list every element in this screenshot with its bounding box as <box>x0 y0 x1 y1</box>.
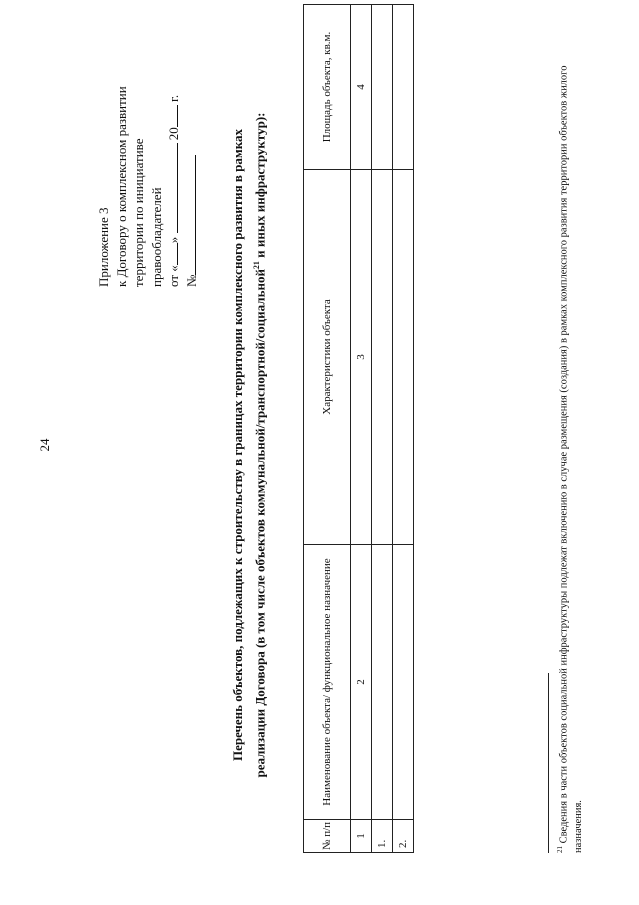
title-line-1: Перечень объектов, подлежащих к строительству в границах территории комплексного развития в рамках <box>230 128 245 762</box>
appendix-header <box>95 37 200 287</box>
table-cell <box>372 170 393 545</box>
column-header-number: № п/п <box>304 820 351 853</box>
table-cell <box>393 5 414 170</box>
footnote-text: Сведения в части объектов социальной инфраструктуры подлежат включению в случае размещения (создания) в рамках комплексного развития территории объектов жилого назначения. <box>558 65 584 853</box>
day-blank <box>165 243 178 265</box>
column-index-row <box>351 5 372 853</box>
table-cell <box>393 545 414 820</box>
appendix-date-line <box>165 37 183 287</box>
title-line-2 <box>247 25 269 865</box>
column-index: 3 <box>351 170 372 545</box>
date-prefix: от « <box>166 265 181 287</box>
footnote <box>553 53 586 853</box>
date-mid: » <box>166 236 181 244</box>
appendix-initiative: территории по инициативе <box>131 138 146 287</box>
row-number: 1. <box>372 820 393 853</box>
title-line-2-start: реализации Договора (в том числе объектов коммунальной/транспортной/социальной <box>252 269 268 778</box>
footnote-marker: 21 <box>556 846 564 853</box>
table-cell <box>393 170 414 545</box>
appendix-holders: правообладателей <box>148 187 164 287</box>
column-index: 2 <box>351 545 372 820</box>
table-row <box>372 5 393 853</box>
table-cell <box>372 5 393 170</box>
appendix-number-line <box>183 37 201 287</box>
table-cell <box>372 545 393 820</box>
footnote-reference: 21 <box>252 261 261 270</box>
column-index: 1 <box>351 820 372 853</box>
number-prefix: № <box>183 274 199 287</box>
page-number: 24 <box>37 438 52 452</box>
month-blank <box>165 143 178 233</box>
title-line-2-end: и иных инфраструктур): <box>252 112 268 262</box>
year-suffix: г. <box>166 94 181 102</box>
objects-table <box>303 4 414 853</box>
footnote-separator <box>548 673 549 853</box>
column-header-characteristics: Характеристики объекта <box>304 170 351 545</box>
appendix-contract-ref: к Договору о комплексном развитии <box>113 86 129 287</box>
column-index: 4 <box>351 5 372 170</box>
year-prefix: 20 <box>166 127 181 141</box>
table-header-row <box>304 5 351 853</box>
column-header-name: Наименование объекта/ функциональное назначение <box>304 545 351 820</box>
column-header-area: Площадь объекта, кв.м. <box>304 5 351 170</box>
number-blank <box>183 155 196 275</box>
year-blank <box>165 105 178 127</box>
appendix-title: Приложение 3 <box>96 207 111 287</box>
table-row <box>393 5 414 853</box>
document-title <box>228 25 269 865</box>
row-number: 2. <box>393 820 414 853</box>
